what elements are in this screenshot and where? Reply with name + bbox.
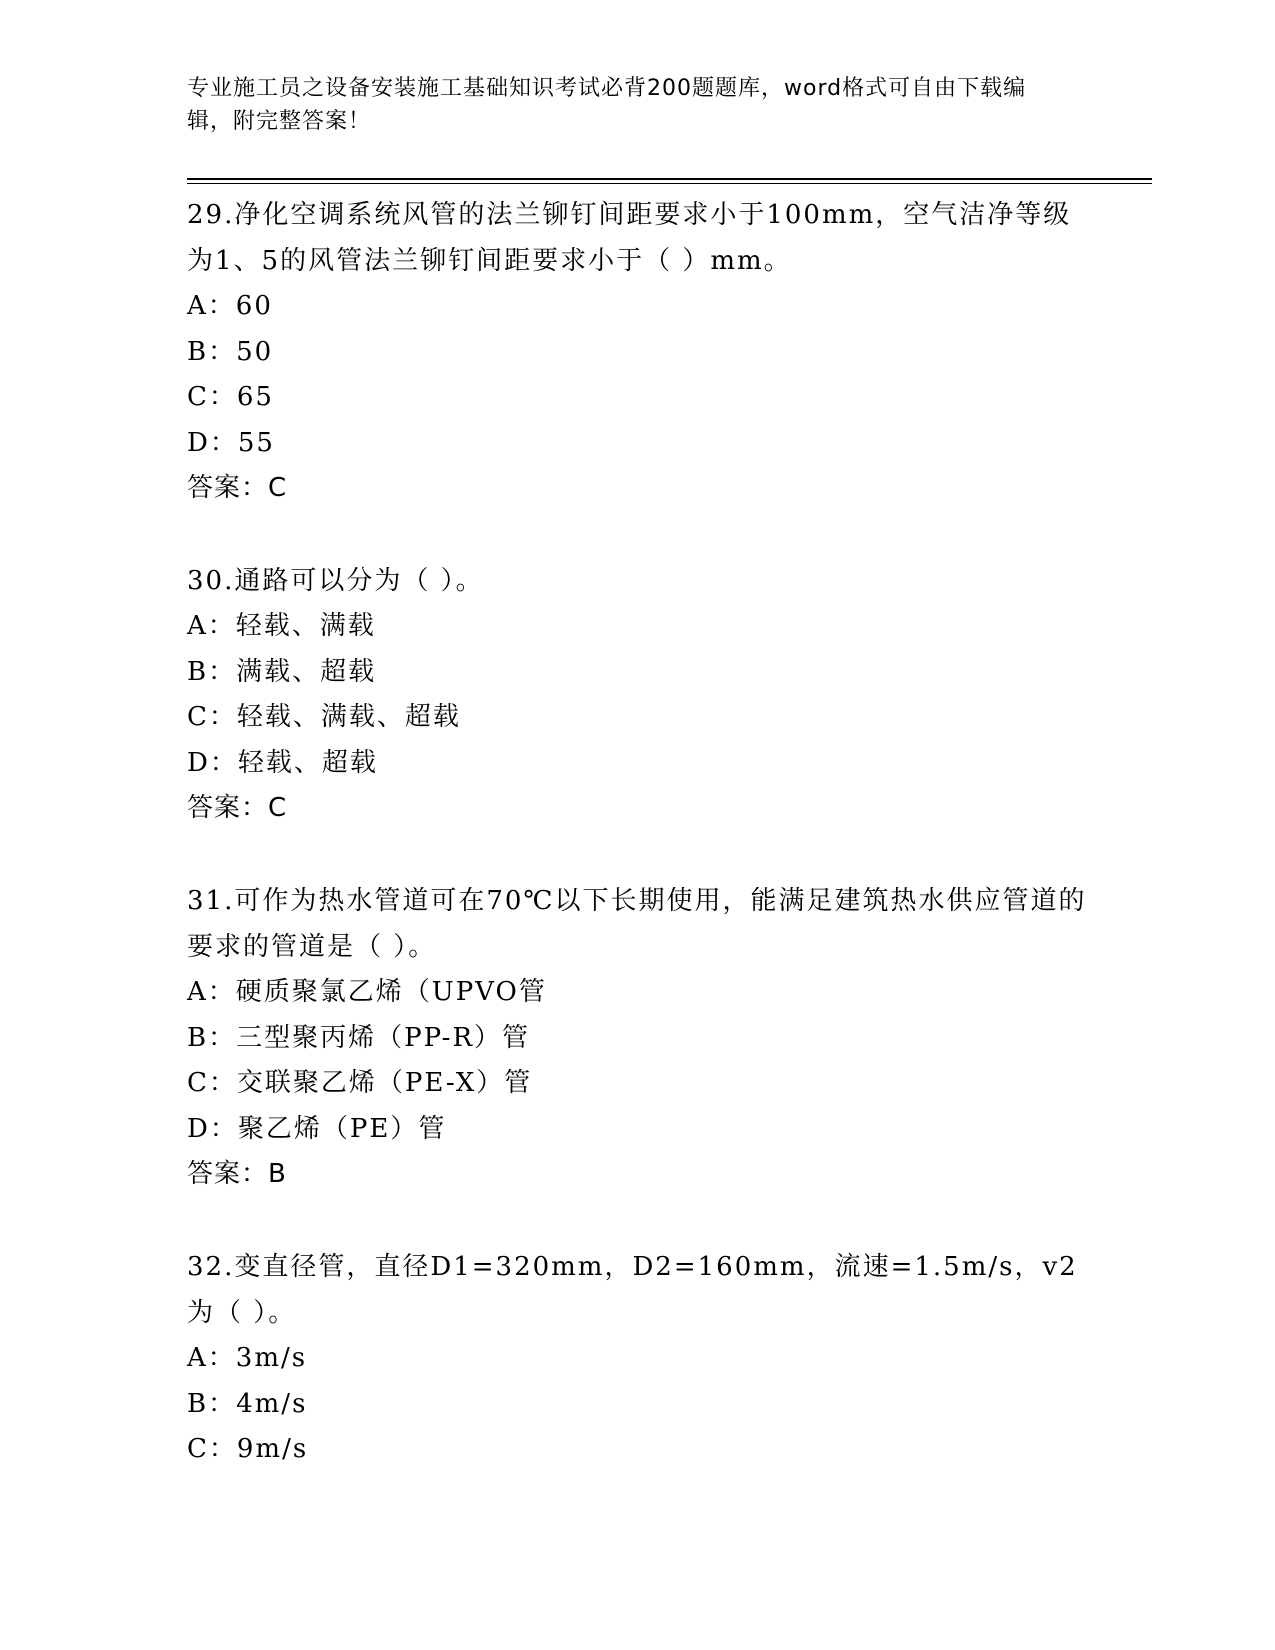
option-a: A：60 — [187, 291, 273, 321]
question-text: 30.通路可以分为（ ）。 — [187, 566, 484, 596]
option-b: B：4m/s — [187, 1388, 308, 1419]
option-d: D：55 — [187, 427, 275, 458]
spacer — [187, 1197, 1087, 1242]
option-d: D：聚乙烯（PE）管 — [187, 1113, 447, 1144]
option-c: C：9m/s — [187, 1434, 309, 1464]
header-divider-thick — [187, 178, 1152, 180]
option-d: D：轻载、超载 — [187, 747, 378, 778]
option-c: C：交联聚乙烯（PE-X）管 — [187, 1068, 533, 1098]
document-header: 专业施工员之设备安装施工基础知识考试必背200题题库，word格式可自由下载编辑，附完整答案！ — [187, 76, 1027, 134]
question-text: 31.可作为热水管道可在70℃以下长期使用，能满足建筑热水供应管道的要求的管道是（ ）。 — [187, 886, 1087, 962]
question-32 — [187, 1242, 1087, 1473]
question-text: 29.净化空调系统风管的法兰铆钉间距要求小于100mm，空气洁净等级为1、5的风管法兰铆钉间距要求小于（ ）mm。 — [187, 200, 1072, 276]
option-c: C：65 — [187, 382, 274, 412]
option-b: B：满载、超载 — [187, 656, 377, 687]
option-a: A：硬质聚氯乙烯（UPVO管 — [187, 977, 547, 1007]
option-a: A：3m/s — [187, 1343, 308, 1373]
spacer — [187, 511, 1087, 556]
option-a: A：轻载、满载 — [187, 611, 376, 641]
question-30 — [187, 556, 1087, 831]
answer-line: 答案：C — [187, 793, 288, 823]
header-divider-thin — [187, 183, 1152, 184]
option-b: B：三型聚丙烯（PP-R）管 — [187, 1022, 531, 1053]
answer-line: 答案：B — [187, 1159, 287, 1189]
option-b: B：50 — [187, 336, 274, 367]
question-text: 32.变直径管，直径D1=320mm，D2=160mm，流速=1.5m/s，v2为（ ）。 — [187, 1252, 1078, 1328]
answer-line: 答案：C — [187, 473, 288, 503]
question-29 — [187, 190, 1087, 511]
question-list — [187, 190, 1087, 1473]
option-c: C：轻载、满载、超载 — [187, 702, 461, 732]
spacer — [187, 831, 1087, 876]
question-31 — [187, 876, 1087, 1197]
